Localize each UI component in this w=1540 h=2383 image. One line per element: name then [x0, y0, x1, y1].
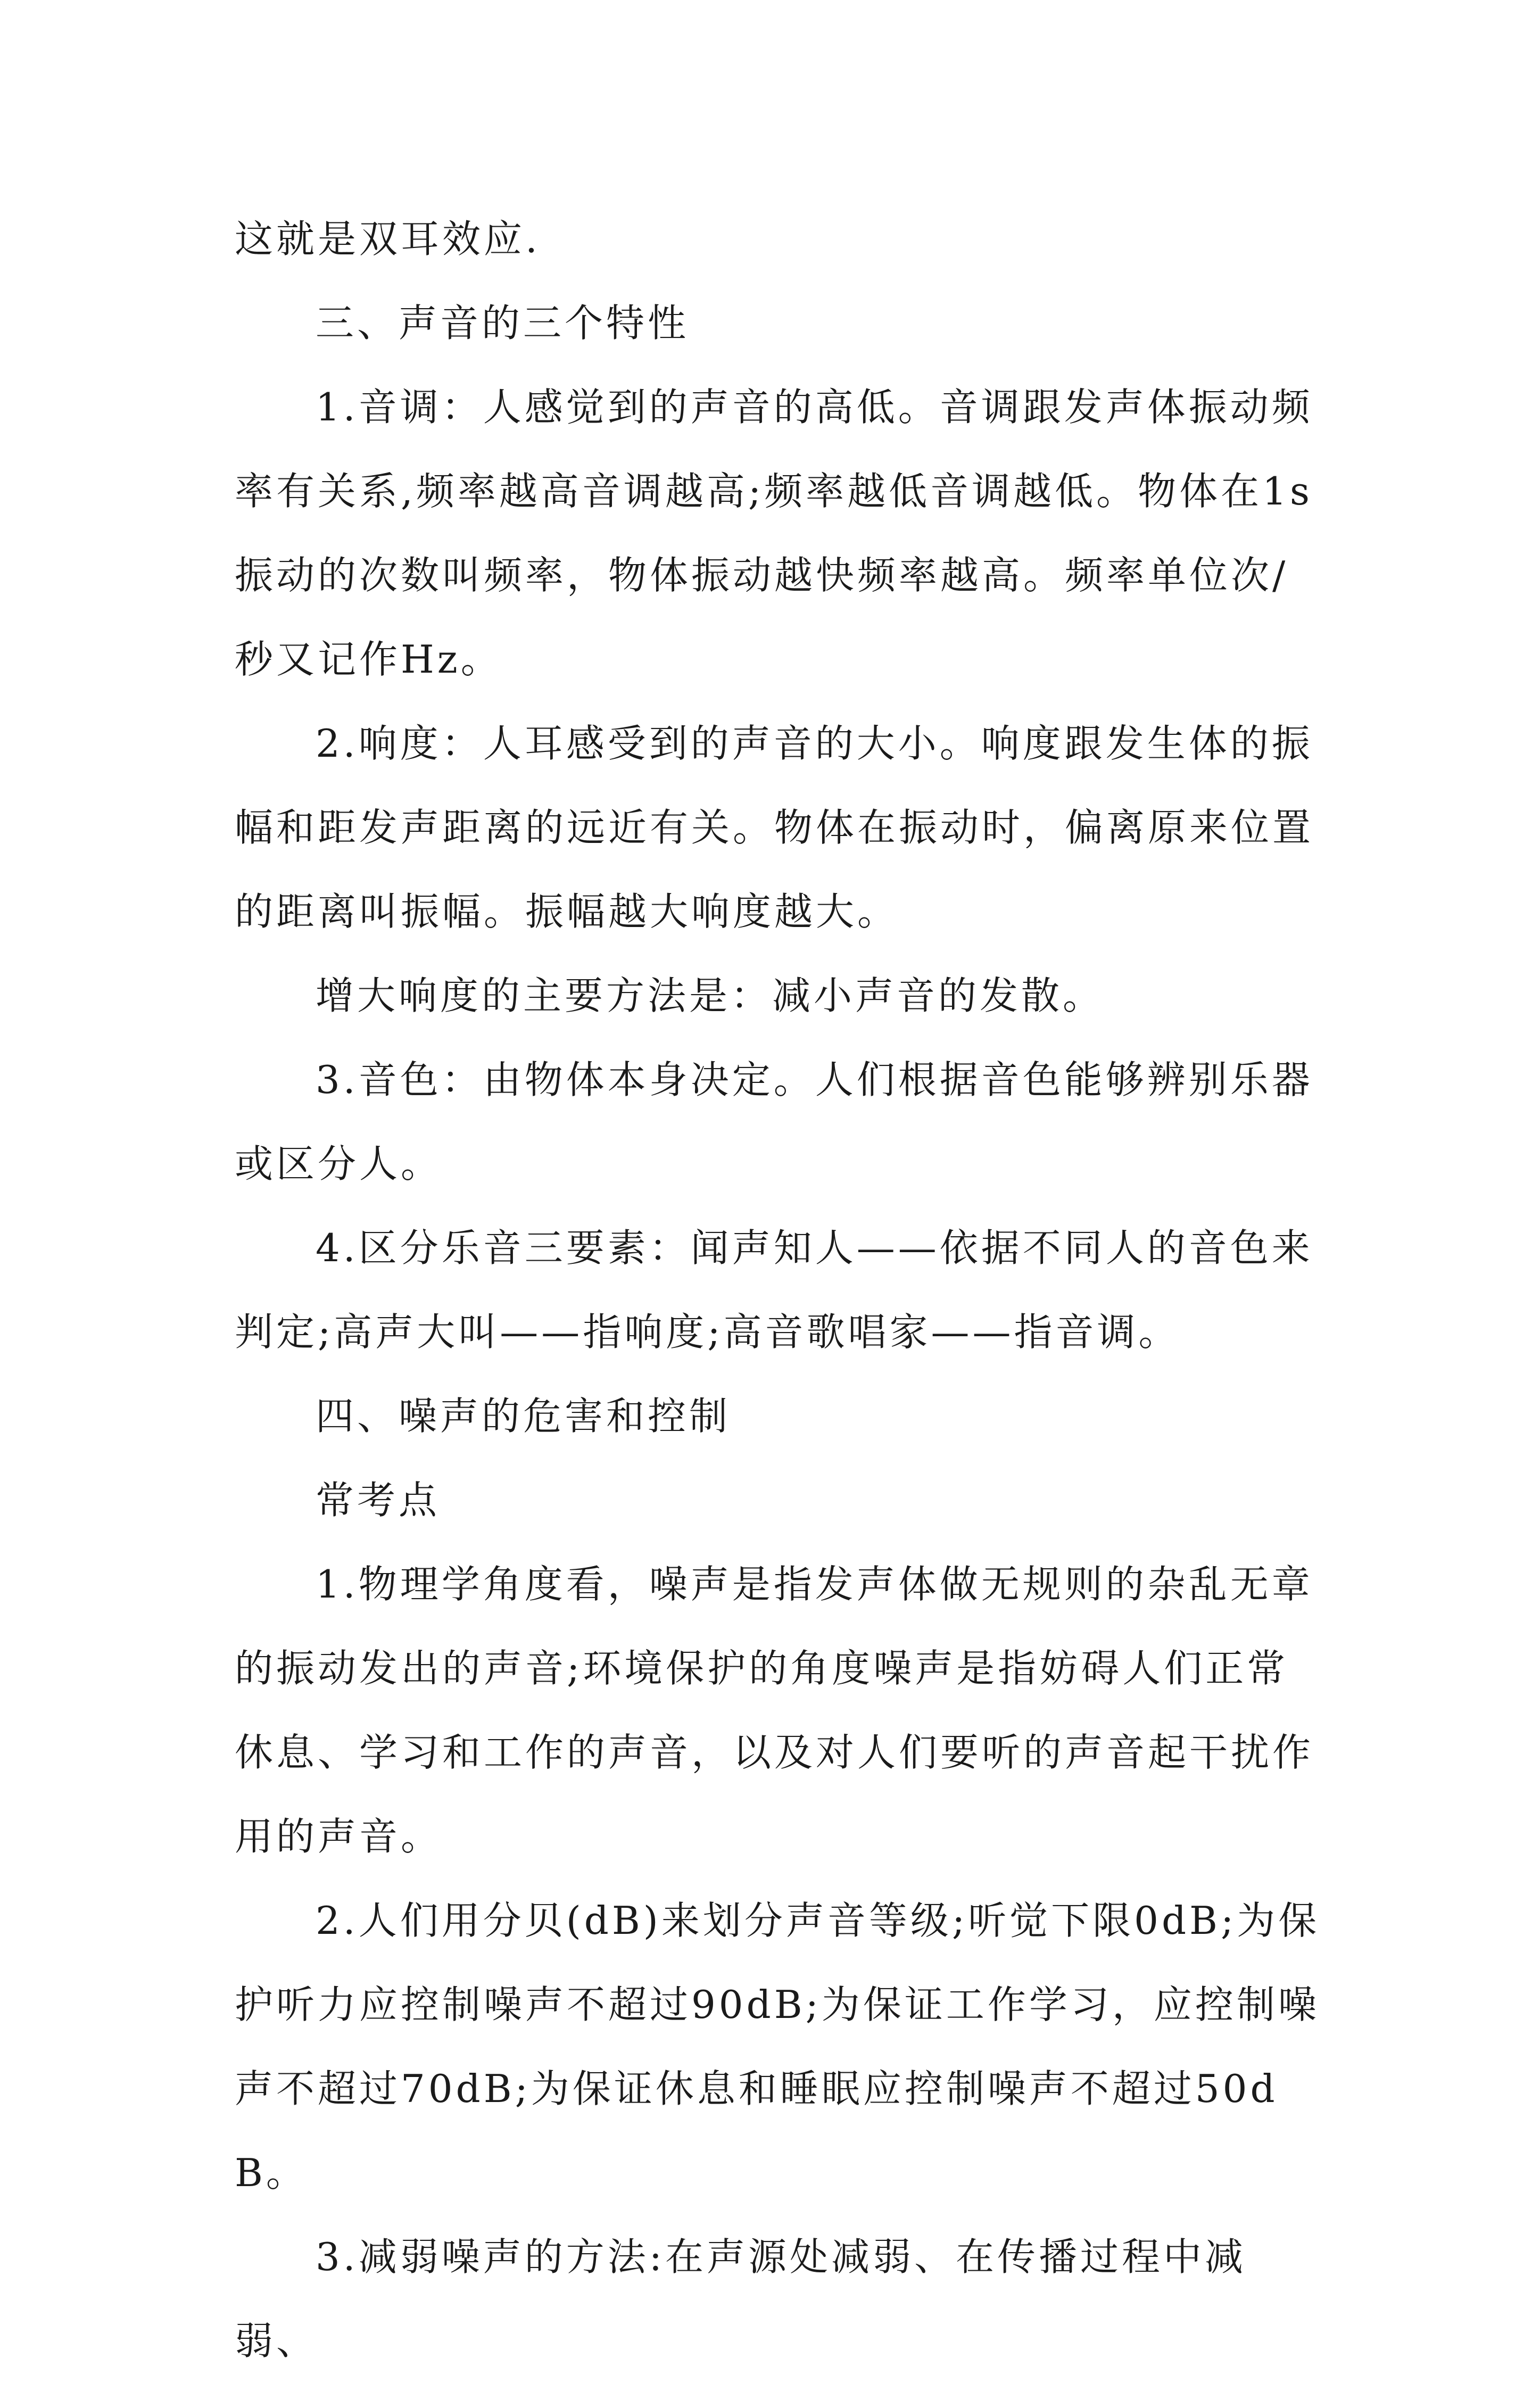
- section-heading-sound-characteristics: 三、声音的三个特性: [316, 301, 690, 345]
- paragraph-binaural-effect: 这就是双耳效应.: [235, 217, 541, 261]
- section-heading-noise-control: 四、噪声的危害和控制: [316, 1394, 731, 1438]
- paragraph-timbre: 3.音色：由物体本身决定。人们根据音色能够辨别乐器或区分人。: [235, 1057, 1313, 1186]
- document-body: [235, 197, 1320, 2383]
- paragraph-decibel-levels: 2.人们用分贝(dB)来划分声音等级;听觉下限0dB;为保护听力应控制噪声不超过90dB;为保证工作学习，应控制噪声不超过70dB;为保证休息和睡眠应控制噪声不超过50dB。: [235, 1898, 1320, 2195]
- paragraph-three-elements: 4.区分乐音三要素：闻声知人——依据不同人的音色来判定;高声大叫——指响度;高音歌唱家——指音调。: [235, 1226, 1313, 1354]
- paragraph-noise-reduction: 3.减弱噪声的方法:在声源处减弱、在传播过程中减弱、: [235, 2235, 1246, 2363]
- paragraph-noise-definition: 1.物理学角度看，噪声是指发声体做无规则的杂乱无章的振动发出的声音;环境保护的角度噪声是指妨碍人们正常休息、学习和工作的声音，以及对人们要听的声音起干扰作用的声音。: [235, 1562, 1314, 1859]
- subheading-common-points: 常考点: [316, 1478, 441, 1523]
- paragraph-increase-loudness: 增大响度的主要方法是：减小声音的发散。: [316, 973, 1105, 1018]
- paragraph-pitch: 1.音调：人感觉到的声音的高低。音调跟发声体振动频率有关系,频率越高音调越高;频率越低音调越低。物体在1s振动的次数叫频率，物体振动越快频率越高。频率单位次/秒又记作Hz。: [235, 385, 1313, 682]
- paragraph-loudness: 2.响度：人耳感受到的声音的大小。响度跟发生体的振幅和距发声距离的远近有关。物体在振动时，偏离原来位置的距离叫振幅。振幅越大响度越大。: [235, 721, 1314, 934]
